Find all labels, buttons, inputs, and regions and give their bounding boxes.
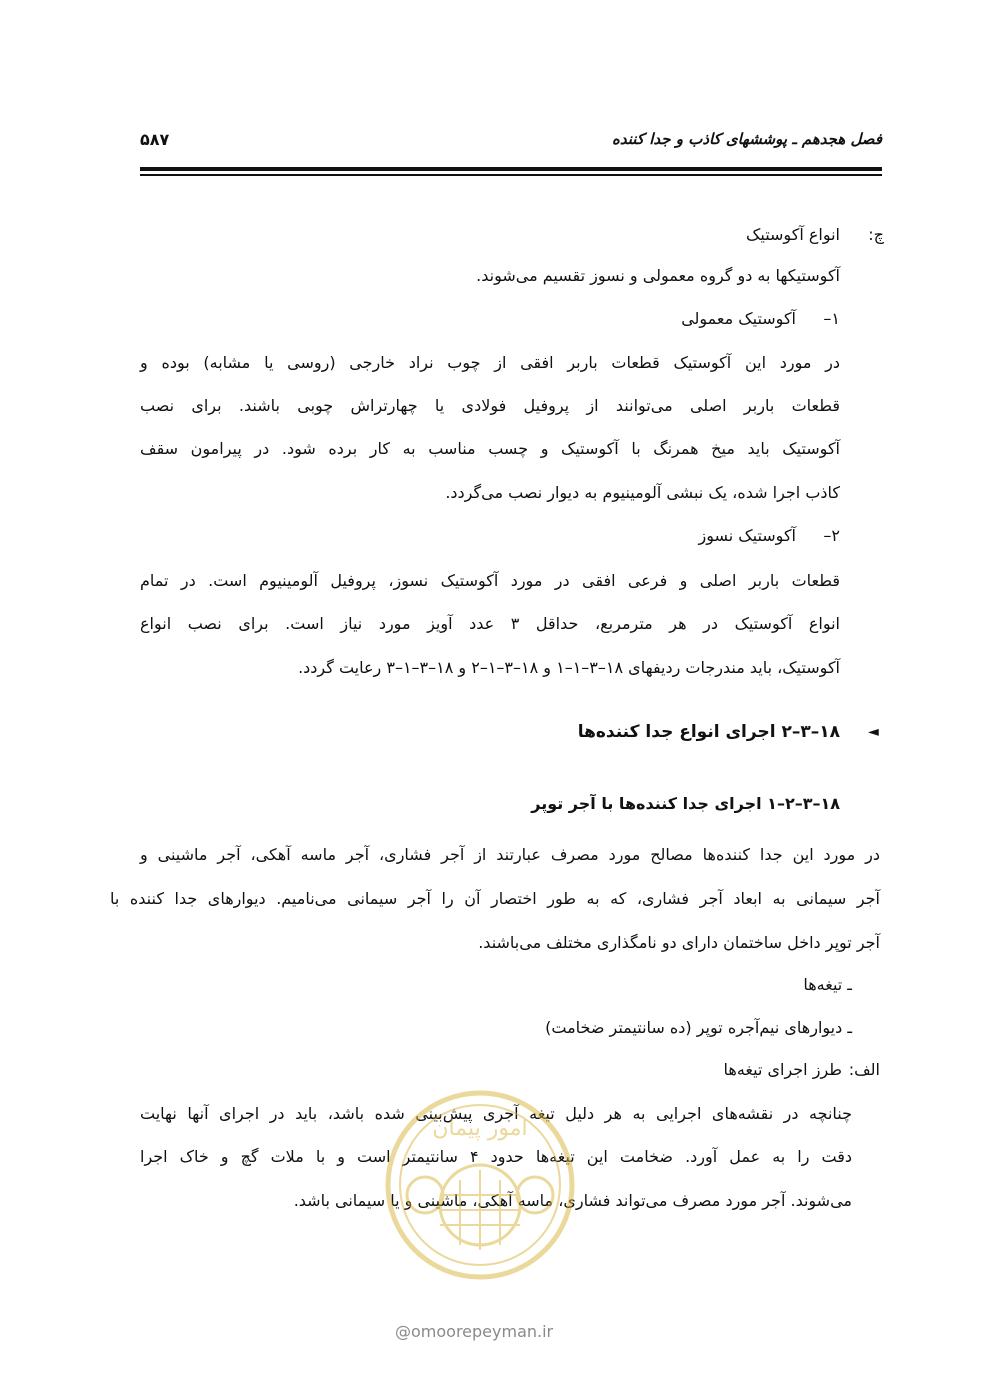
chapter-title: فصل هجدهم ـ پوششهای کاذب و جدا کننده — [612, 130, 882, 148]
watermark-site — [395, 1322, 553, 1341]
item2-line: آکوستیک، باید مندرجات ردیفهای ۱۸–۳–۱–۱ و ۱۸–۳–۱–۲ و ۱۸–۳–۱–۳ رعایت گردد. — [298, 658, 840, 677]
paragraph-line: آجر سیمانی به ابعاد آجر فشاری، که به طور اختصار آن را آجر سیمانی می‌نامیم. دیوارهای جدا کننده با — [110, 889, 880, 908]
section-che-intro: آکوستیکها به دو گروه معمولی و نسوز تقسیم می‌شوند. — [476, 266, 840, 285]
header-rule-thick — [140, 167, 882, 171]
item1-line: کاذب اجرا شده، یک نبشی آلومینیوم به دیوار نصب می‌گردد. — [445, 483, 840, 502]
header-rule-thin — [140, 174, 882, 176]
item1-title: آکوستیک معمولی — [681, 309, 796, 328]
item1-line: قطعات باربر اصلی می‌توانند از پروفیل فولادی یا چهارتراش چوبی باشند. برای نصب — [140, 396, 840, 415]
watermark-at-icon: @ — [395, 1322, 411, 1341]
watermark-logo-text: امور پیمان — [432, 1116, 528, 1141]
item1-line: آکوستیک باید میخ همرنگ با آکوستیک و چسب مناسب به کار برده شود. در پیرامون سقف — [140, 439, 840, 458]
list-item: ـ دیوارهای نیم‌آجره توپر (ده سانتیمتر ضخامت) — [545, 1018, 852, 1037]
section-che-title: انواع آکوستیک — [746, 225, 840, 244]
section-che-marker: چ: — [868, 225, 884, 244]
paragraph-line: در مورد این جدا کننده‌ها مصالح مورد مصرف عبارتند از آجر فشاری، آجر ماسه آهکی، آجر ماشینی و — [140, 845, 880, 864]
item1-line: در مورد این آکوستیک قطعات باربر افقی از چوب نراد خارجی (روسی یا مشابه) بوده و — [140, 353, 840, 372]
item2-line: قطعات باربر اصلی و فرعی افقی در مورد آکوستیک نسوز، پروفیل آلومینیوم است. در تمام — [140, 571, 840, 590]
section-bullet-icon: ◄ — [868, 724, 879, 740]
section-heading: ۱۸–۳–۲ اجرای انواع جدا کننده‌ها — [577, 722, 840, 742]
item2-marker: ۲– — [823, 526, 840, 545]
watermark-site-text: omoorepeyman.ir — [411, 1322, 554, 1341]
subsection-heading: ۱۸–۳–۲–۱ اجرای جدا کننده‌ها با آجر توپر — [531, 794, 840, 813]
item1-marker: ۱– — [823, 309, 840, 328]
item2-line: انواع آکوستیک در هر مترمربع، حداقل ۳ عدد آویز مورد نیاز است. برای نصب انواع — [140, 614, 841, 633]
paragraph-line: چنانچه در نقشه‌های اجرایی به هر دلیل تیغه آجری پیش‌بینی شده باشد، باید در اجرای آنها نهایت — [140, 1104, 852, 1123]
section-alef-marker: الف: — [848, 1060, 880, 1079]
paragraph-line: دقت را به عمل آورد. ضخامت این تیغه‌ها حدود ۴ سانتیمتر است و با ملات گچ و خاک اجرا — [140, 1147, 853, 1166]
item2-title: آکوستیک نسوز — [698, 526, 796, 545]
page-number: ۵۸۷ — [140, 130, 170, 149]
section-alef-title: طرز اجرای تیغه‌ها — [723, 1060, 842, 1079]
paragraph-line: آجر توپر داخل ساختمان دارای دو نامگذاری مختلف می‌باشند. — [478, 933, 880, 952]
list-item: ـ تیغه‌ها — [803, 975, 852, 994]
paragraph-line: می‌شوند. آجر مورد مصرف می‌تواند فشاری، ماسه آهکی، ماشینی و یا سیمانی باشد. — [293, 1191, 852, 1210]
page-header — [140, 128, 882, 158]
watermark-logo — [380, 1085, 580, 1305]
